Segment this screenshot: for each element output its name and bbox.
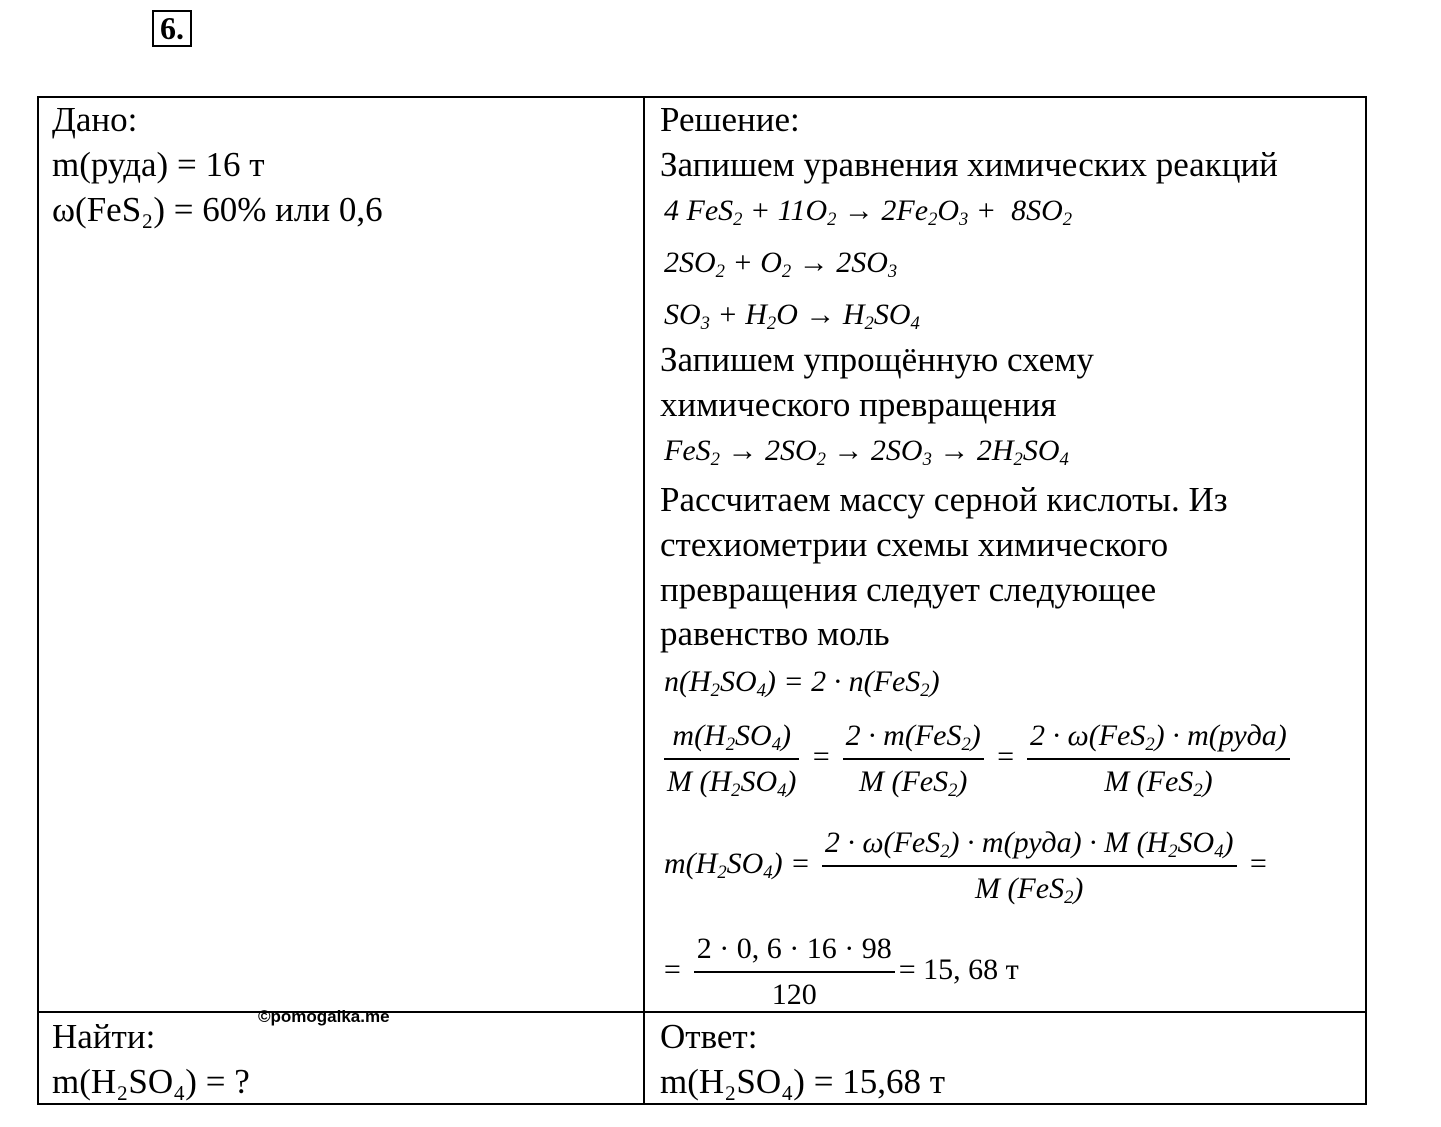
- mass-formula: $m(H_2SO_4)$ = $\frac{2 \cdot \omega(FeS_2) \cdot m(руда) \cdot M (H_2SO_4)}{M (FeS_2)}$ =: [664, 826, 1269, 909]
- find-target: m(H₂SO₄) = ?: [52, 1062, 250, 1101]
- answer-value: m(H₂SO₄) = 15,68 т: [660, 1062, 945, 1101]
- reaction-equation-2: $2SO_2 + O_2 \to 2SO_3$: [664, 246, 898, 283]
- answer-header: Ответ:: [660, 1017, 758, 1056]
- task-number: 6.: [152, 10, 192, 47]
- calc-text-line2: стехиометрии схемы химического: [660, 525, 1169, 564]
- watermark: ©pomogalka.me: [258, 1007, 390, 1026]
- ratio-equation: $\frac{m(H_2SO_4)}{M (H_2SO_4)}$ = $\frac{2 \cdot m(FeS_2)}{M (FeS_2)}$ = $\frac{2 \cdot \omega(FeS_2) \cdot m(руда)}{M (FeS_2)}$: [660, 718, 1294, 800]
- scheme-text-line1: Запишем упрощённую схему: [660, 340, 1094, 379]
- given-header: Дано:: [52, 100, 138, 139]
- numeric-denominator: 120: [694, 971, 895, 1013]
- numeric-numerator: 2 · 0, 6 · 16 · 98: [696, 932, 892, 965]
- transformation-scheme: $FeS_2 \to 2SO_2 \to 2SO_3 \to 2H_2SO_4$: [664, 434, 1069, 471]
- find-header: Найти:: [52, 1017, 156, 1056]
- numeric-calculation: = $\frac{2 \cdot 0, 6 \cdot 16 \cdot 98}{120}$ = 15, 68 т: [662, 932, 1019, 1011]
- given-fes2-fraction: ω(FeS₂) = 60% или 0,6: [52, 190, 383, 229]
- calc-text-line4: равенство моль: [660, 614, 890, 653]
- given-ore-mass: m(руда) = 16 т: [52, 145, 265, 184]
- scheme-text-line2: химического превращения: [660, 385, 1057, 424]
- solution-header: Решение:: [660, 100, 800, 139]
- reaction-equation-3: $SO_3 + H_2O \to H_2SO_4$: [664, 298, 920, 335]
- calc-text-line1: Рассчитаем массу серной кислоты. Из: [660, 480, 1228, 519]
- column-divider: [643, 96, 645, 1105]
- reaction-equation-1: 4 $FeS_2 + 11O_2 \to 2Fe_2O_3 + 8SO_2$: [664, 194, 1073, 231]
- solution-intro-text: Запишем уравнения химических реакций: [660, 145, 1278, 184]
- moles-equation: $n(H_2SO_4) = 2 \cdot n(FeS_2)$: [664, 665, 940, 702]
- numeric-result: = 15, 68 т: [898, 952, 1019, 986]
- calc-text-line3: превращения следует следующее: [660, 570, 1157, 609]
